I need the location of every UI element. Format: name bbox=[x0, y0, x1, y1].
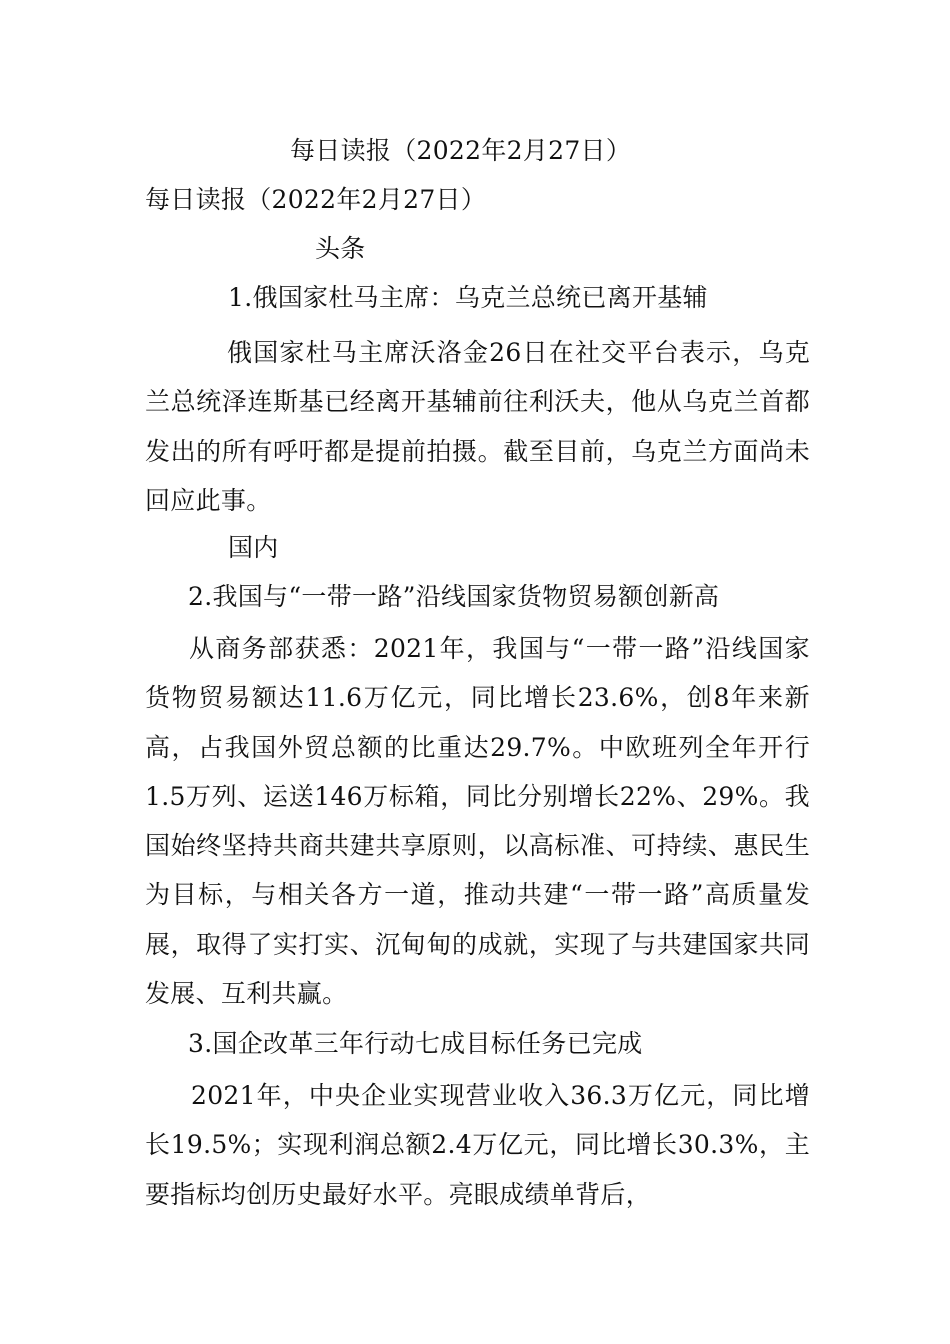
document-subtitle: 每日读报（2022年2月27日） bbox=[145, 185, 487, 214]
item-body-1: 俄国家杜马主席沃洛金26日在社交平台表示，乌克兰总统泽连斯基已经离开基辅前往利沃夫，他从乌克兰首都发出的所有呼吁都是提前拍摄。截至目前，乌克兰方面尚未回应此事。 bbox=[145, 338, 810, 515]
section-heading-headline: 头条 bbox=[315, 234, 366, 263]
item-heading-2: 2.我国与“一带一路”沿线国家货物贸易额创新高 bbox=[188, 582, 720, 611]
item-body-2: 从商务部获悉：2021年，我国与“一带一路”沿线国家货物贸易额达11.6万亿元，同比增长23.6%，创8年来新高，占我国外贸总额的比重达29.7%。中欧班列全年开行1.5万列、运送146万标箱，同比分别增长22%、29%。我国始终坚持共商共建共享原则，以高标准、可持续、惠民生为目标，与相关各方一道，推动共建“一带一路”高质量发展，取得了实打实、沉甸甸的成就，实现了与共建国家共同发展、互利共赢。 bbox=[145, 634, 810, 1009]
item-body-3: 2021年，中央企业实现营业收入36.3万亿元，同比增长19.5%；实现利润总额2.4万亿元，同比增长30.3%，主要指标均创历史最好水平。亮眼成绩单背后， bbox=[145, 1081, 810, 1209]
item-heading-1: 1.俄国家杜马主席：乌克兰总统已离开基辅 bbox=[228, 283, 708, 312]
section-heading-domestic: 国内 bbox=[228, 533, 279, 562]
document-title: 每日读报（2022年2月27日） bbox=[290, 136, 632, 165]
item-heading-3: 3.国企改革三年行动七成目标任务已完成 bbox=[188, 1029, 643, 1058]
